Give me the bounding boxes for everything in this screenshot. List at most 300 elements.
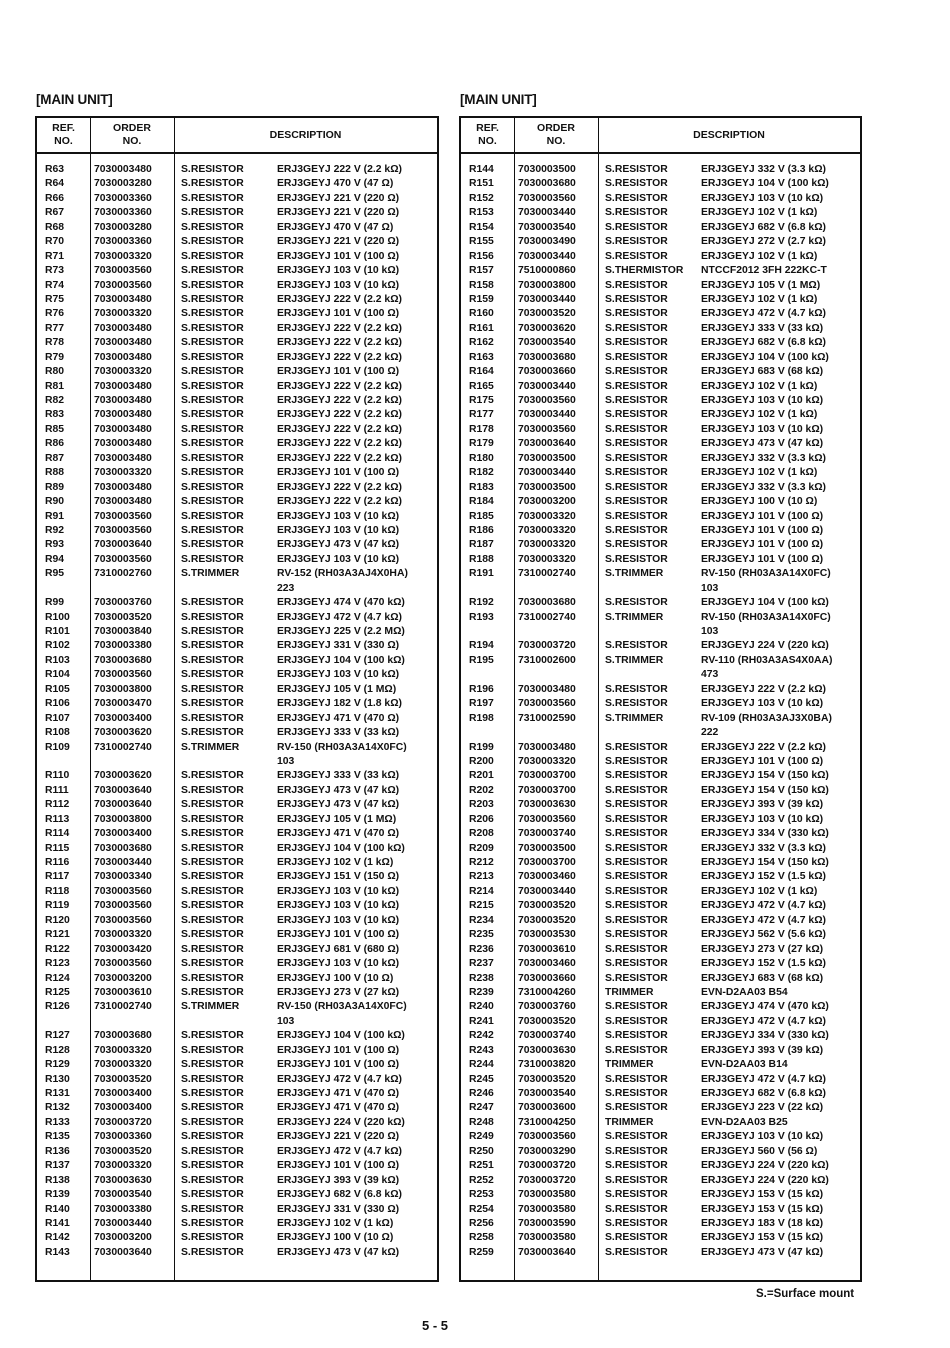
table-row xyxy=(461,538,860,552)
order-no-cell: 7030003470 xyxy=(94,698,152,710)
table-row xyxy=(461,221,860,235)
table-row xyxy=(37,697,437,711)
order-no-cell: 7030003400 xyxy=(94,712,152,724)
part-type-cell: S.RESISTOR xyxy=(605,1217,668,1229)
order-no-cell: 7030003760 xyxy=(94,597,152,609)
table-row xyxy=(461,986,860,1000)
table-row xyxy=(461,365,860,379)
table-row xyxy=(461,1217,860,1231)
table-row xyxy=(37,524,437,538)
table-row xyxy=(461,452,860,466)
table-row xyxy=(37,206,437,220)
ref-no-cell: R103 xyxy=(45,654,70,666)
description-cell: ERJ3GEYJ 332 V (3.3 kΩ) xyxy=(701,164,827,175)
part-type-cell: S.RESISTOR xyxy=(181,784,244,796)
ref-no-cell: R140 xyxy=(45,1203,70,1215)
ref-no-cell: R234 xyxy=(469,914,494,926)
part-type-cell: S.RESISTOR xyxy=(181,207,244,219)
table-row xyxy=(461,206,860,220)
part-type-cell: S.RESISTOR xyxy=(181,1232,244,1244)
ref-no-cell: R165 xyxy=(469,380,494,392)
ref-no-cell: R161 xyxy=(469,322,494,334)
ref-no-cell: R235 xyxy=(469,929,494,941)
order-no-cell: 7030003640 xyxy=(94,799,152,811)
ref-no-cell: R240 xyxy=(469,1001,494,1013)
part-type-cell: S.RESISTOR xyxy=(605,279,668,291)
ref-no-cell: R180 xyxy=(469,452,494,464)
order-no-cell: 7030003630 xyxy=(94,1174,152,1186)
table-row xyxy=(37,394,437,408)
order-no-cell: 7030003540 xyxy=(518,221,576,233)
description-cell: ERJ3GEYJ 471 V (470 Ω) xyxy=(277,1102,400,1114)
part-type-cell: S.RESISTOR xyxy=(181,1189,244,1201)
table-row xyxy=(461,163,860,177)
description-cell: ERJ3GEYJ 103 V (10 kΩ) xyxy=(701,192,824,204)
table-row xyxy=(461,322,860,336)
order-no-cell: 7030003440 xyxy=(518,885,576,897)
table-row xyxy=(37,466,437,480)
order-no-cell: 7030003320 xyxy=(94,1059,152,1071)
part-type-cell: S.RESISTOR xyxy=(181,626,244,637)
order-no-cell: 7030003560 xyxy=(94,553,152,565)
description-cell: ERJ3GEYJ 152 V (1.5 kΩ) xyxy=(701,958,827,970)
description-cell: ERJ3GEYJ 101 V (100 Ω) xyxy=(701,553,824,565)
ref-no-cell: R80 xyxy=(45,366,65,378)
order-no-cell: 7030003320 xyxy=(518,524,576,536)
table-row xyxy=(37,1029,437,1043)
order-no-cell: 7030003480 xyxy=(94,337,152,349)
part-type-cell: S.RESISTOR xyxy=(181,669,244,681)
description-cell: ERJ3GEYJ 102 V (1 kΩ) xyxy=(701,207,818,219)
ref-no-cell: R197 xyxy=(469,698,494,710)
table-row xyxy=(461,408,860,422)
order-no-cell: 7030003560 xyxy=(94,885,152,897)
ref-no-cell: R118 xyxy=(45,885,70,897)
order-no-cell: 7030003440 xyxy=(518,409,576,421)
description-cell: ERJ3GEYJ 183 V (18 kΩ) xyxy=(701,1217,824,1229)
order-no-cell: 7030003480 xyxy=(94,409,152,421)
ref-no-cell: R116 xyxy=(45,857,70,868)
order-no-cell: 7030003680 xyxy=(518,178,576,190)
table-row xyxy=(37,567,437,581)
order-no-cell: 7030003560 xyxy=(518,1131,576,1143)
ref-no-cell: R246 xyxy=(469,1088,494,1099)
description-cell: ERJ3GEYJ 103 V (10 kΩ) xyxy=(277,669,400,681)
order-no-cell: 7030003360 xyxy=(94,207,152,219)
part-type-cell: S.RESISTOR xyxy=(605,308,668,320)
table-row xyxy=(37,380,437,394)
order-no-cell: 7030003610 xyxy=(518,943,576,955)
ref-no-cell: R90 xyxy=(45,496,65,508)
ref-no-cell: R123 xyxy=(45,958,70,970)
table-row xyxy=(461,827,860,841)
table-row xyxy=(461,481,860,495)
part-type-cell: S.TRIMMER xyxy=(181,1001,240,1013)
description-cell: ERJ3GEYJ 103 V (10 kΩ) xyxy=(701,395,824,406)
description-cell: ERJ3GEYJ 224 V (220 kΩ) xyxy=(277,1116,405,1128)
part-type-cell: S.RESISTOR xyxy=(605,409,668,421)
order-no-cell: 7030003480 xyxy=(94,322,152,334)
ref-no-cell: R212 xyxy=(469,857,494,868)
table-row xyxy=(461,683,860,697)
description-cell: ERJ3GEYJ 103 V (10 kΩ) xyxy=(277,553,400,565)
description-cell: ERJ3GEYJ 473 V (47 kΩ) xyxy=(277,799,400,811)
description-cell: ERJ3GEYJ 103 V (10 kΩ) xyxy=(701,698,824,710)
ref-no-cell: R254 xyxy=(469,1203,494,1215)
part-type-cell: S.TRIMMER xyxy=(605,712,664,724)
description-cell: RV-152 (RH03A3AJ4X0HA) xyxy=(277,568,408,580)
description-cell: ERJ3GEYJ 104 V (100 kΩ) xyxy=(701,178,829,190)
part-type-cell: S.RESISTOR xyxy=(181,1217,244,1229)
order-no-cell: 7030003480 xyxy=(94,496,152,508)
order-no-cell: 7030003720 xyxy=(518,1160,576,1172)
part-type-cell: S.RESISTOR xyxy=(181,467,244,479)
part-type-cell: S.RESISTOR xyxy=(181,727,244,739)
table-row xyxy=(37,813,437,827)
ref-no-cell: R202 xyxy=(469,784,494,796)
order-no-cell: 7030003480 xyxy=(518,683,576,695)
description-cell: ERJ3GEYJ 100 V (10 Ω) xyxy=(701,496,818,508)
order-no-cell: 7030003560 xyxy=(518,698,576,710)
part-type-cell: S.RESISTOR xyxy=(605,842,668,854)
right-rows xyxy=(461,163,860,1260)
table-row xyxy=(37,798,437,812)
table-row xyxy=(461,1029,860,1043)
ref-no-cell: R82 xyxy=(45,395,65,406)
part-type-cell: S.RESISTOR xyxy=(181,929,244,941)
ref-no-cell: R92 xyxy=(45,524,65,536)
order-no-cell: 7030003520 xyxy=(518,1073,576,1085)
description-cell: ERJ3GEYJ 100 V (10 Ω) xyxy=(277,1232,394,1244)
table-row xyxy=(37,1145,437,1159)
description-cell: ERJ3GEYJ 152 V (1.5 kΩ) xyxy=(701,871,827,883)
part-type-cell: S.RESISTOR xyxy=(605,553,668,565)
description-cell: ERJ3GEYJ 272 V (2.7 kΩ) xyxy=(701,236,827,248)
order-no-cell: 7030003640 xyxy=(94,1246,152,1258)
description-cell: ERJ3GEYJ 102 V (1 kΩ) xyxy=(701,250,818,262)
part-type-cell: S.RESISTOR xyxy=(181,1073,244,1085)
description-cell: ERJ3GEYJ 470 V (47 Ω) xyxy=(277,221,394,233)
description-cell: ERJ3GEYJ 393 V (39 kΩ) xyxy=(701,799,824,811)
order-no-cell: 7030003490 xyxy=(518,236,576,248)
order-no-cell: 7030003620 xyxy=(94,727,152,739)
order-no-cell: 7030003560 xyxy=(518,423,576,435)
ref-no-cell: R141 xyxy=(45,1217,70,1229)
order-no-cell: 7310002760 xyxy=(94,568,152,580)
description-cell: ERJ3GEYJ 153 V (15 kΩ) xyxy=(701,1189,824,1201)
ref-no-cell: R128 xyxy=(45,1044,70,1056)
table-row xyxy=(37,899,437,913)
description-cell: ERJ3GEYJ 154 V (150 kΩ) xyxy=(701,770,829,782)
ref-no-cell: R105 xyxy=(45,683,70,695)
ref-no-cell: R143 xyxy=(45,1246,70,1258)
description-cell: 222 xyxy=(701,727,719,739)
ref-no-cell: R77 xyxy=(45,322,65,334)
part-type-cell: S.RESISTOR xyxy=(181,885,244,897)
part-type-cell: S.RESISTOR xyxy=(181,322,244,334)
table-row xyxy=(37,1058,437,1072)
ref-no-cell: R163 xyxy=(469,351,494,363)
ref-no-cell: R213 xyxy=(469,871,494,883)
description-cell: ERJ3GEYJ 273 V (27 kΩ) xyxy=(701,943,824,955)
description-cell: ERJ3GEYJ 472 V (4.7 kΩ) xyxy=(277,1145,403,1157)
part-type-cell: S.RESISTOR xyxy=(181,409,244,421)
order-no-cell: 7030003680 xyxy=(94,654,152,666)
description-cell: ERJ3GEYJ 154 V (150 kΩ) xyxy=(701,784,829,796)
description-cell: ERJ3GEYJ 103 V (10 kΩ) xyxy=(277,265,400,277)
part-type-cell: S.RESISTOR xyxy=(605,698,668,710)
table-row xyxy=(37,336,437,350)
table-row xyxy=(461,654,860,668)
description-cell: EVN-D2AA03 B25 xyxy=(701,1116,788,1128)
part-type-cell: S.RESISTOR xyxy=(181,553,244,565)
part-type-cell: S.RESISTOR xyxy=(605,1044,668,1056)
description-cell: ERJ3GEYJ 104 V (100 kΩ) xyxy=(277,1030,405,1042)
part-type-cell: S.RESISTOR xyxy=(605,496,668,508)
order-no-cell: 7030003520 xyxy=(518,1015,576,1027)
order-no-cell: 7030003740 xyxy=(518,1030,576,1042)
description-cell: ERJ3GEYJ 471 V (470 Ω) xyxy=(277,712,400,724)
ref-no-cell: R104 xyxy=(45,669,70,681)
order-no-cell: 7030003560 xyxy=(94,900,152,912)
table-row xyxy=(37,1174,437,1188)
ref-no-header: REF. NO. xyxy=(52,122,75,147)
ref-no-cell: R214 xyxy=(469,885,494,897)
table-row xyxy=(37,1130,437,1144)
ref-no-cell: R203 xyxy=(469,799,494,811)
ref-no-cell: R127 xyxy=(45,1030,70,1042)
ref-no-cell: R186 xyxy=(469,524,494,536)
description-cell: ERJ3GEYJ 472 V (4.7 kΩ) xyxy=(277,611,403,623)
description-cell: ERJ3GEYJ 222 V (2.2 kΩ) xyxy=(277,409,403,421)
description-cell: ERJ3GEYJ 393 V (39 kΩ) xyxy=(277,1174,400,1186)
order-no-cell: 7030003620 xyxy=(94,770,152,782)
part-type-cell: S.RESISTOR xyxy=(181,1044,244,1056)
ref-no-cell: R102 xyxy=(45,640,70,652)
description-cell: ERJ3GEYJ 105 V (1 MΩ) xyxy=(277,683,397,695)
table-row xyxy=(37,914,437,928)
ref-no-cell: R95 xyxy=(45,568,65,580)
description-cell: ERJ3GEYJ 681 V (680 Ω) xyxy=(277,943,400,955)
order-no-cell: 7030003500 xyxy=(518,481,576,493)
ref-no-cell: R67 xyxy=(45,207,65,219)
part-type-cell: S.RESISTOR xyxy=(181,337,244,349)
order-no-cell: 7030003560 xyxy=(518,192,576,204)
part-type-cell: S.RESISTOR xyxy=(605,1030,668,1042)
description-cell: ERJ3GEYJ 101 V (100 Ω) xyxy=(277,308,400,320)
ref-no-cell: R248 xyxy=(469,1116,494,1128)
order-no-cell: 7030003480 xyxy=(94,438,152,450)
ref-no-cell: R138 xyxy=(45,1174,70,1186)
table-row xyxy=(37,279,437,293)
ref-no-cell: R239 xyxy=(469,986,494,998)
part-type-cell: S.RESISTOR xyxy=(181,438,244,450)
ref-no-cell: R178 xyxy=(469,423,494,435)
order-no-cell: 7310002600 xyxy=(518,654,576,666)
ref-no-cell: R64 xyxy=(45,178,65,190)
description-cell: ERJ3GEYJ 473 V (47 kΩ) xyxy=(277,539,400,551)
part-type-cell: S.RESISTOR xyxy=(605,929,668,941)
description-cell: ERJ3GEYJ 682 V (6.8 kΩ) xyxy=(277,1189,403,1201)
part-type-cell: S.RESISTOR xyxy=(605,943,668,955)
ref-no-cell: R132 xyxy=(45,1102,70,1114)
description-cell: ERJ3GEYJ 101 V (100 Ω) xyxy=(277,929,400,941)
part-type-cell: S.RESISTOR xyxy=(605,539,668,551)
order-no-cell: 7030003800 xyxy=(94,813,152,825)
description-cell: ERJ3GEYJ 102 V (1 kΩ) xyxy=(701,409,818,421)
part-type-cell: S.RESISTOR xyxy=(181,842,244,854)
ref-no-cell: R237 xyxy=(469,958,494,970)
table-row xyxy=(461,1044,860,1058)
part-type-cell: TRIMMER xyxy=(605,1116,654,1128)
order-no-cell: 7030003520 xyxy=(518,914,576,926)
description-cell: ERJ3GEYJ 101 V (100 Ω) xyxy=(277,1044,400,1056)
table-row xyxy=(461,466,860,480)
ref-no-cell: R85 xyxy=(45,423,65,435)
description-cell: ERJ3GEYJ 222 V (2.2 kΩ) xyxy=(277,481,403,493)
ref-no-cell: R79 xyxy=(45,351,65,363)
description-cell: ERJ3GEYJ 474 V (470 kΩ) xyxy=(701,1001,829,1013)
table-row xyxy=(37,784,437,798)
order-no-cell: 7030003620 xyxy=(518,322,576,334)
description-cell: ERJ3GEYJ 222 V (2.2 kΩ) xyxy=(277,496,403,508)
part-type-cell: S.RESISTOR xyxy=(181,597,244,609)
description-cell: ERJ3GEYJ 332 V (3.3 kΩ) xyxy=(701,481,827,493)
table-row xyxy=(461,380,860,394)
description-cell: 223 xyxy=(277,582,295,594)
description-header: DESCRIPTION xyxy=(693,128,765,141)
description-cell: ERJ3GEYJ 222 V (2.2 kΩ) xyxy=(277,452,403,464)
description-cell: ERJ3GEYJ 393 V (39 kΩ) xyxy=(701,1044,824,1056)
table-row xyxy=(461,1101,860,1115)
left-rows xyxy=(37,163,437,1260)
ref-no-cell: R153 xyxy=(469,207,494,219)
order-no-cell: 7030003720 xyxy=(94,1116,152,1128)
part-type-cell: S.RESISTOR xyxy=(605,640,668,652)
description-cell: ERJ3GEYJ 333 V (33 kΩ) xyxy=(277,727,400,739)
order-no-cell: 7030003320 xyxy=(518,553,576,565)
ref-no-cell: R175 xyxy=(469,395,494,406)
order-no-cell: 7030003320 xyxy=(518,755,576,767)
description-cell: ERJ3GEYJ 151 V (150 Ω) xyxy=(277,871,400,883)
order-no-cell: 7030003630 xyxy=(518,1044,576,1056)
order-no-cell: 7310002740 xyxy=(94,741,152,753)
ref-no-cell: R100 xyxy=(45,611,70,623)
table-row xyxy=(461,1087,860,1101)
ref-no-cell: R206 xyxy=(469,813,494,825)
table-row xyxy=(461,1130,860,1144)
ref-no-cell: R164 xyxy=(469,366,494,378)
description-cell: ERJ3GEYJ 103 V (10 kΩ) xyxy=(701,813,824,825)
ref-no-cell: R78 xyxy=(45,337,65,349)
order-no-cell: 7030003440 xyxy=(518,293,576,305)
part-type-cell: S.RESISTOR xyxy=(181,900,244,912)
ref-no-cell: R194 xyxy=(469,640,494,652)
table-row xyxy=(37,1087,437,1101)
description-cell: ERJ3GEYJ 221 V (220 Ω) xyxy=(277,1131,400,1143)
ref-no-cell: R192 xyxy=(469,597,494,609)
part-type-cell: S.RESISTOR xyxy=(181,481,244,493)
surface-mount-note: S.=Surface mount xyxy=(756,1288,855,1300)
table-row xyxy=(37,769,437,783)
description-cell: ERJ3GEYJ 224 V (220 kΩ) xyxy=(701,1174,829,1186)
part-type-cell: S.RESISTOR xyxy=(181,423,244,435)
order-no-cell: 7310002740 xyxy=(518,568,576,580)
part-type-cell: TRIMMER xyxy=(605,1059,654,1071)
ref-no-cell: R259 xyxy=(469,1246,494,1258)
ref-no-cell: R124 xyxy=(45,972,70,984)
table-row xyxy=(37,1101,437,1115)
part-type-cell: S.RESISTOR xyxy=(605,524,668,536)
table-row xyxy=(461,235,860,249)
order-no-cell: 7030003440 xyxy=(518,380,576,392)
description-cell: ERJ3GEYJ 332 V (3.3 kΩ) xyxy=(701,452,827,464)
table-row xyxy=(461,567,860,581)
order-no-cell: 7030003610 xyxy=(94,986,152,998)
order-no-cell: 7030003520 xyxy=(94,1073,152,1085)
table-row xyxy=(461,741,860,755)
description-cell: ERJ3GEYJ 332 V (3.3 kΩ) xyxy=(701,842,827,854)
ref-no-cell: R191 xyxy=(469,568,494,580)
table-row xyxy=(461,582,860,596)
part-type-cell: S.RESISTOR xyxy=(605,1073,668,1085)
order-no-cell: 7030003400 xyxy=(94,1088,152,1099)
order-no-cell: 7310003820 xyxy=(518,1059,576,1071)
part-type-cell: S.TRIMMER xyxy=(181,741,240,753)
part-type-cell: S.TRIMMER xyxy=(605,654,664,666)
order-no-cell: 7030003640 xyxy=(94,784,152,796)
part-type-cell: S.RESISTOR xyxy=(605,207,668,219)
table-row xyxy=(461,885,860,899)
table-row xyxy=(461,668,860,682)
order-no-cell: 7030003440 xyxy=(518,467,576,479)
ref-no-cell: R159 xyxy=(469,293,494,305)
table-row xyxy=(461,293,860,307)
ref-no-cell: R87 xyxy=(45,452,65,464)
order-no-cell: 7030003320 xyxy=(94,1160,152,1172)
part-type-cell: S.RESISTOR xyxy=(181,164,244,175)
description-cell: ERJ3GEYJ 154 V (150 kΩ) xyxy=(701,857,829,868)
ref-no-header: REF. NO. xyxy=(476,122,499,147)
description-cell: ERJ3GEYJ 104 V (100 kΩ) xyxy=(701,597,829,609)
description-cell: ERJ3GEYJ 182 V (1.8 kΩ) xyxy=(277,698,403,710)
order-no-cell: 7030003520 xyxy=(94,611,152,623)
ref-no-cell: R177 xyxy=(469,409,494,421)
ref-no-cell: R238 xyxy=(469,972,494,984)
part-type-cell: S.RESISTOR xyxy=(181,496,244,508)
order-no-cell: 7030003680 xyxy=(94,842,152,854)
order-no-cell: 7030003480 xyxy=(94,380,152,392)
ref-no-cell: R136 xyxy=(45,1145,70,1157)
description-cell: ERJ3GEYJ 473 V (47 kΩ) xyxy=(277,1246,400,1258)
table-row xyxy=(37,452,437,466)
part-type-cell: S.RESISTOR xyxy=(181,250,244,262)
part-type-cell: S.RESISTOR xyxy=(605,380,668,392)
ref-no-cell: R70 xyxy=(45,236,65,248)
ref-no-cell: R91 xyxy=(45,510,65,522)
description-cell: ERJ3GEYJ 222 V (2.2 kΩ) xyxy=(277,337,403,349)
description-cell: ERJ3GEYJ 101 V (100 Ω) xyxy=(277,366,400,378)
description-cell: ERJ3GEYJ 105 V (1 MΩ) xyxy=(277,813,397,825)
part-type-cell: S.RESISTOR xyxy=(605,1232,668,1244)
order-no-cell: 7030003480 xyxy=(94,481,152,493)
table-row xyxy=(37,250,437,264)
order-no-cell: 7030003380 xyxy=(94,1203,152,1215)
order-no-cell: 7030003540 xyxy=(518,337,576,349)
ref-no-cell: R66 xyxy=(45,192,65,204)
ref-no-cell: R126 xyxy=(45,1001,70,1013)
table-row xyxy=(37,192,437,206)
